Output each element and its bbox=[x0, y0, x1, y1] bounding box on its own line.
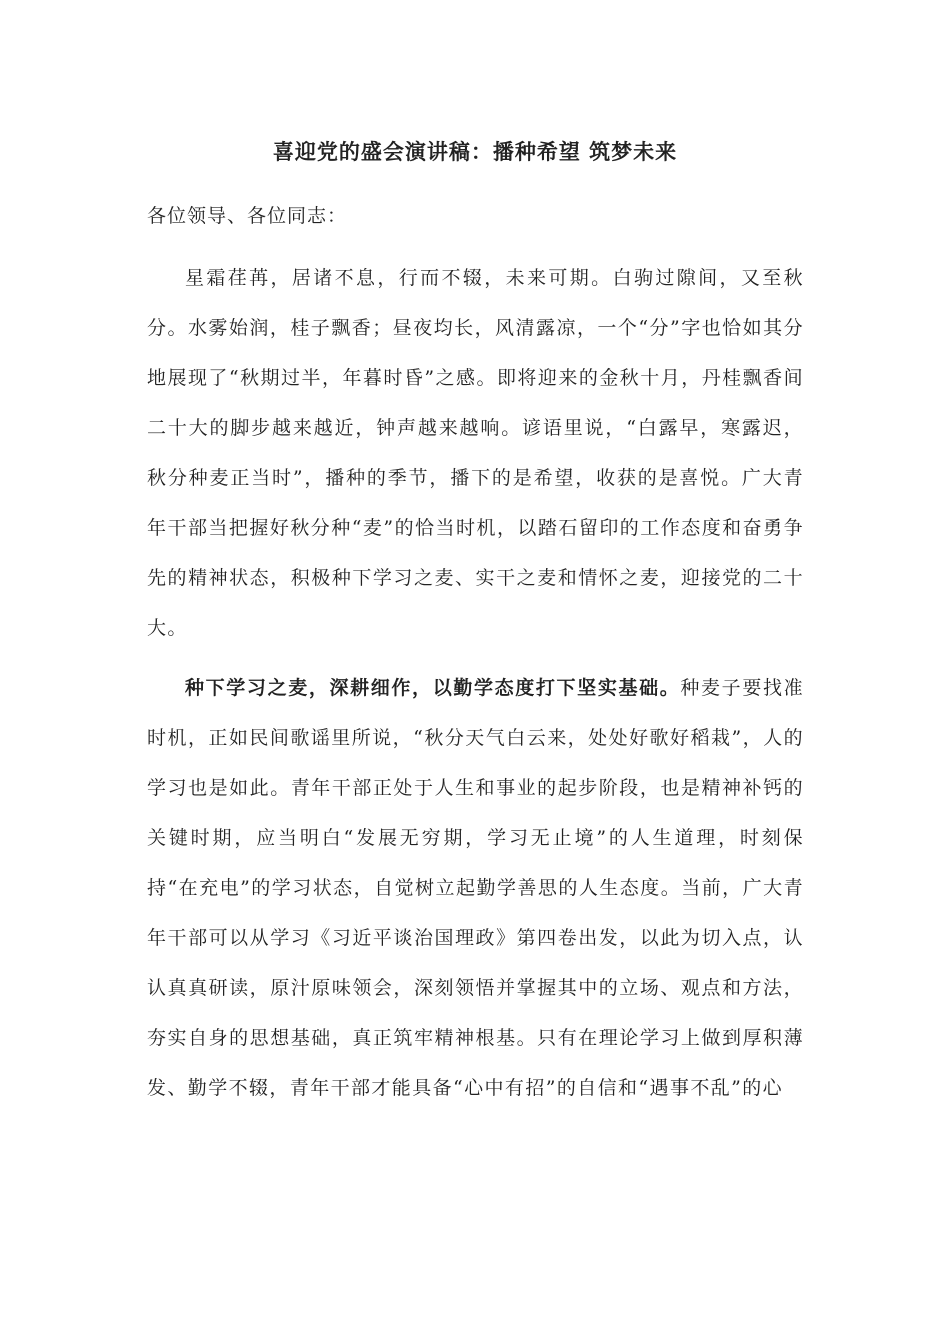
paragraph-study bbox=[147, 663, 804, 1113]
paragraph-study-body: 种麦子要找准时机，正如民间歌谣里所说，“秋分天气白云来，处处好歌好稻栽”，人的学习也是如此。青年干部正处于人生和事业的起步阶段，也是精神补钙的关键时期，应当明白“发展无穷期，学习无止境”的人生道理，时刻保持“在充电”的学习状态，自觉树立起勤学善思的人生态度。当前，广大青年干部可以从学习《习近平谈治国理政》第四卷出发，以此为切入点，认认真真研读，原汁原味领会，深刻领悟并掌握其中的立场、观点和方法，夯实自身的思想基础，真正筑牢精神根基。只有在理论学习上做到厚积薄发、勤学不辍，青年干部才能具备“心中有招”的自信和“遇事不乱”的心 bbox=[147, 677, 804, 1099]
paragraph-study-lead: 种下学习之麦，深耕细作，以勤学态度打下坚实基础。 bbox=[185, 677, 681, 699]
salutation: 各位领导、各位同志： bbox=[147, 205, 348, 227]
document-title: 喜迎党的盛会演讲稿：播种希望 筑梦未来 bbox=[272, 139, 678, 164]
paragraph-intro: 星霜荏苒，居诸不息，行而不辍，未来可期。白驹过隙间，又至秋分。水雾始润，桂子飘香；昼夜均长，风清露凉，一个“分”字也恰如其分地展现了“秋期过半，年暮时昏”之感。即将迎来的金秋十月，丹桂飘香间二十大的脚步越来越近，钟声越来越响。谚语里说，“白露早，寒露迟，秋分种麦正当时”，播种的季节，播下的是希望，收获的是喜悦。广大青年干部当把握好秋分种“麦”的恰当时机，以踏石留印的工作态度和奋勇争先的精神状态，积极种下学习之麦、实干之麦和情怀之麦，迎接党的二十大。 bbox=[147, 267, 804, 639]
